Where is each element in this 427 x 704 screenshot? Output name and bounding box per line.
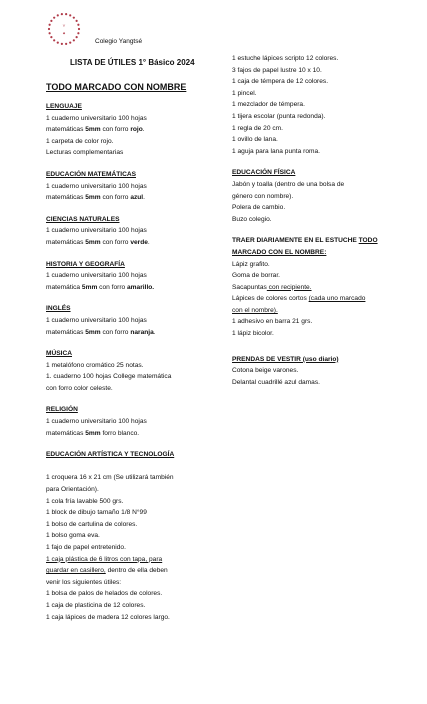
- list-item: 1. cuaderno 100 hojas College matemática: [46, 373, 172, 381]
- logo-dot: [76, 20, 78, 22]
- list-item: matemáticas 5mm con forro azul.: [46, 194, 145, 202]
- section-heading: LENGUAJE: [46, 103, 82, 110]
- list-item: Sacapuntas con recipiente.: [232, 283, 312, 291]
- list-item: guardar en casillero, dentro de ella deben: [46, 567, 168, 575]
- section-heading: CIENCIAS NATURALES: [46, 215, 120, 223]
- section-heading: PRENDAS DE VESTIR (uso diario): [232, 355, 339, 363]
- document-title: LISTA DE ÚTILES 1° Básico 2024: [70, 58, 195, 67]
- list-item: 1 cuaderno universitario 100 hojas: [46, 272, 147, 280]
- list-item: 1 tijera escolar (punta redonda).: [232, 112, 326, 120]
- list-item: 1 pincel.: [232, 89, 257, 97]
- list-item: 1 croquera 16 x 21 cm (Se utilizará también: [46, 474, 174, 482]
- list-item: 1 bolsa de palos de helados de colores.: [46, 590, 163, 598]
- section-heading: TRAER DIARIAMENTE EN EL ESTUCHE TODO: [232, 237, 378, 245]
- spacer: [46, 461, 226, 473]
- list-item: Polera de cambio.: [232, 204, 286, 212]
- list-item: 1 cuaderno universitario 100 hojas: [46, 114, 147, 122]
- list-item: 1 block de dibujo tamaño 1/8 N°99: [46, 509, 147, 517]
- list-item: 1 cuaderno universitario 100 hojas: [46, 227, 147, 235]
- logo-dot: [57, 14, 59, 16]
- svg-text:◆: ◆: [62, 31, 66, 35]
- list-item: 1 bolso de cartulina de colores.: [46, 520, 138, 528]
- section-heading: MARCADO CON EL NOMBRE:: [232, 248, 327, 256]
- list-item: matemáticas 5mm con forro verde.: [46, 238, 150, 246]
- list-item: 1 cola fría lavable 500 grs.: [46, 497, 124, 505]
- logo-dot: [73, 39, 75, 41]
- svg-text:Y: Y: [62, 23, 66, 28]
- logo-dot: [53, 17, 55, 19]
- section-historia: [46, 259, 226, 294]
- list-item: Cotona beige varones.: [232, 367, 299, 375]
- school-logo-icon: [46, 11, 82, 47]
- logo-dot: [77, 32, 79, 34]
- list-item: 1 metalófono cromático 25 notas.: [46, 361, 144, 369]
- section-heading: EDUCACIÓN ARTÍSTICA Y TECNOLOGÍA: [46, 451, 175, 459]
- school-name: Colegio Yangtsé: [95, 38, 143, 45]
- section-heading: MÚSICA: [46, 350, 73, 358]
- section-artistica: [46, 449, 226, 623]
- list-item: 1 caja de plasticina de 12 colores.: [46, 601, 146, 609]
- logo-dot: [73, 17, 75, 19]
- list-item: 1 caja lápices de madera 12 colores largo.: [46, 613, 170, 621]
- logo-dot: [49, 32, 51, 34]
- list-item: 1 cuaderno universitario 100 hojas: [46, 316, 147, 324]
- logo-dot: [65, 13, 67, 15]
- section-ciencias: [46, 214, 226, 249]
- logo-dot: [76, 36, 78, 38]
- logo-dot: [50, 36, 52, 38]
- list-item: Delantal cuadrillé azul damas.: [232, 378, 320, 386]
- section-matematicas: [46, 169, 226, 204]
- list-item: Lecturas complementarias: [46, 149, 124, 157]
- list-item: Jabón y toalla (dentro de una bolsa de: [232, 180, 345, 188]
- list-item: para Orientación).: [46, 486, 99, 494]
- logo-dot: [53, 39, 55, 41]
- list-item: 1 lápiz bicolor.: [232, 330, 274, 338]
- list-item: Buzo colegio.: [232, 215, 272, 223]
- logo-dot: [61, 13, 63, 15]
- section-heading: HISTORIA Y GEOGRAFÍA: [46, 260, 125, 268]
- list-item: 1 cuaderno universitario 100 hojas: [46, 418, 147, 426]
- list-item: matemática 5mm con forro amarillo.: [46, 283, 155, 291]
- list-item: Lápices de colores cortos (cada uno marcado: [232, 295, 366, 303]
- left-column: [46, 101, 226, 623]
- list-item: 1 adhesivo en barra 21 grs.: [232, 318, 313, 326]
- list-item: Lápiz grafito.: [232, 260, 270, 268]
- list-item: género con nombre).: [232, 192, 294, 200]
- list-item: 1 caja de témpera de 12 colores.: [232, 78, 329, 86]
- logo-dot: [48, 28, 50, 30]
- list-item: 1 cuaderno universitario 100 hojas: [46, 182, 147, 190]
- list-item: 1 regla de 20 cm.: [232, 124, 283, 132]
- section-educacion-fisica: [232, 167, 404, 225]
- section-heading: EDUCACIÓN FÍSICA: [232, 169, 296, 177]
- right-column: [232, 53, 404, 398]
- section-religion: [46, 404, 226, 439]
- list-item: 1 caja plástica de 6 litros con tapa, para: [46, 555, 163, 563]
- list-item: 1 mezclador de témpera.: [232, 101, 305, 109]
- list-item: 1 estuche lápices scripto 12 colores.: [232, 55, 339, 62]
- logo-dot: [61, 43, 63, 45]
- list-item: matemáticas 5mm con forro rojo.: [46, 126, 145, 134]
- section-musica: [46, 348, 226, 394]
- section-estuche: [232, 235, 404, 339]
- logo-dot: [65, 43, 67, 45]
- list-item: con forro color celeste.: [46, 384, 113, 392]
- list-item: matemáticas 5mm forro blanco.: [46, 429, 140, 437]
- logo-dot: [78, 28, 80, 30]
- section-heading: INGLÉS: [46, 305, 71, 313]
- logo-dot: [69, 14, 71, 16]
- section-heading: EDUCACIÓN MATEMÁTICAS: [46, 170, 136, 178]
- section-artistica-continued: [232, 53, 404, 157]
- logo-dot: [57, 42, 59, 44]
- list-item: Goma de borrar.: [232, 272, 281, 280]
- section-heading: RELIGIÓN: [46, 406, 78, 414]
- document-subtitle: TODO MARCADO CON NOMBRE: [46, 82, 187, 92]
- list-item: 3 fajos de papel lustre 10 x 10.: [232, 66, 322, 74]
- list-item: 1 fajo de papel entretenido.: [46, 544, 126, 551]
- list-item: 1 carpeta de color rojo.: [46, 137, 114, 145]
- logo-dot: [49, 24, 51, 26]
- logo-dot: [69, 42, 71, 44]
- logo-dot: [50, 20, 52, 22]
- list-item: con el nombre).: [232, 306, 278, 314]
- section-ingles: [46, 303, 226, 338]
- section-prendas: [232, 354, 404, 389]
- list-item: 1 ovillo de lana.: [232, 136, 278, 144]
- list-item: venir los siguientes útiles:: [46, 578, 122, 586]
- list-item: 1 bolso goma eva.: [46, 532, 100, 540]
- list-item: 1 aguja para lana punta roma.: [232, 147, 320, 155]
- logo-dot: [77, 24, 79, 26]
- section-lenguaje: [46, 101, 226, 159]
- list-item: matemáticas 5mm con forro naranja.: [46, 328, 156, 336]
